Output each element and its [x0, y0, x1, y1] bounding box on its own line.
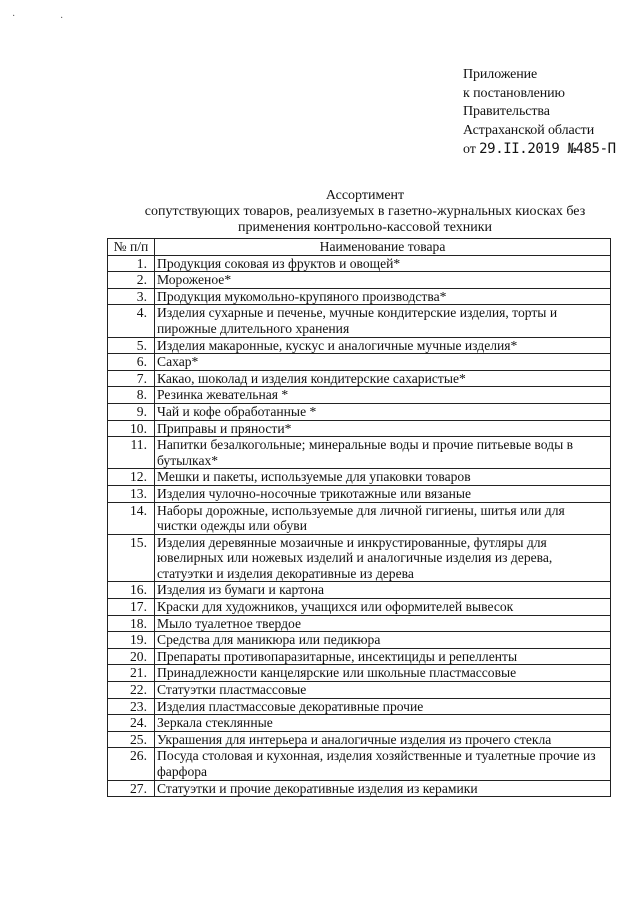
header-number: № п/п — [108, 239, 155, 256]
scan-speck: · — [60, 13, 64, 24]
appendix-line: Приложение — [463, 67, 538, 82]
row-number: 15. — [108, 534, 155, 582]
row-name: Средства для маникюра или педикюра — [155, 632, 611, 649]
row-number: 7. — [108, 370, 155, 387]
date-prefix: от — [463, 142, 476, 157]
table-row — [108, 632, 611, 649]
table-row — [108, 748, 611, 780]
appendix-date-line — [463, 140, 616, 160]
row-number: 25. — [108, 731, 155, 748]
scan-speck: · — [12, 11, 16, 22]
table-row — [108, 502, 611, 534]
table-row — [108, 420, 611, 437]
appendix-line: Правительства — [463, 104, 550, 119]
row-number: 3. — [108, 288, 155, 305]
table-row — [108, 682, 611, 699]
row-number: 12. — [108, 469, 155, 486]
table-row — [108, 403, 611, 420]
table-row — [108, 648, 611, 665]
row-number: 21. — [108, 665, 155, 682]
row-number: 17. — [108, 599, 155, 616]
row-number: 19. — [108, 632, 155, 649]
table-row — [108, 272, 611, 289]
table-row — [108, 337, 611, 354]
row-number: 18. — [108, 615, 155, 632]
row-name: Продукция соковая из фруктов и овощей* — [155, 255, 611, 272]
title-line: сопутствующих товаров, реализуемых в газетно-журнальных киосках без — [144, 204, 586, 219]
row-name: Изделия макаронные, кускус и аналогичные мучные изделия* — [155, 337, 611, 354]
row-number: 14. — [108, 502, 155, 534]
row-number: 10. — [108, 420, 155, 437]
document-title — [100, 188, 630, 236]
table-row — [108, 615, 611, 632]
table-row — [108, 469, 611, 486]
row-number: 8. — [108, 387, 155, 404]
table-row — [108, 534, 611, 582]
row-name: Зеркала стеклянные — [155, 715, 611, 732]
table-row — [108, 255, 611, 272]
table-row — [108, 370, 611, 387]
row-name: Статуэтки пластмассовые — [155, 682, 611, 699]
table-row — [108, 715, 611, 732]
header-name: Наименование товара — [155, 239, 611, 256]
table-row — [108, 437, 611, 469]
row-name: Изделия чулочно-носочные трикотажные или вязаные — [155, 485, 611, 502]
row-name: Украшения для интерьера и аналогичные изделия из прочего стекла — [155, 731, 611, 748]
row-number: 26. — [108, 748, 155, 780]
table-row — [108, 780, 611, 797]
row-name: Мешки и пакеты, используемые для упаковки товаров — [155, 469, 611, 486]
row-name: Изделия из бумаги и картона — [155, 582, 611, 599]
row-number: 4. — [108, 305, 155, 337]
table-row — [108, 485, 611, 502]
row-number: 16. — [108, 582, 155, 599]
row-number: 9. — [108, 403, 155, 420]
row-number: 6. — [108, 354, 155, 371]
row-name: Изделия пластмассовые декоративные прочие — [155, 698, 611, 715]
table-row — [108, 387, 611, 404]
row-name: Продукция мукомольно-крупяного производства* — [155, 288, 611, 305]
row-number: 11. — [108, 437, 155, 469]
row-name: Препараты противопаразитарные, инсектициды и репелленты — [155, 648, 611, 665]
row-name: Сахар* — [155, 354, 611, 371]
table-row — [108, 305, 611, 337]
row-name: Изделия деревянные мозаичные и инкрустированные, футляры для ювелирных или ножевых изделий и аналогичные изделия из дерева, статуэтки и изделия декоративные из дерева — [155, 534, 611, 582]
row-name: Мороженое* — [155, 272, 611, 289]
row-name: Посуда столовая и кухонная, изделия хозяйственные и туалетные прочие из фарфора — [155, 748, 611, 780]
row-name: Напитки безалкогольные; минеральные воды и прочие питьевые воды в бутылках* — [155, 437, 611, 469]
row-number: 20. — [108, 648, 155, 665]
table-row — [108, 354, 611, 371]
row-name: Принадлежности канцелярские или школьные пластмассовые — [155, 665, 611, 682]
table-row — [108, 731, 611, 748]
appendix-line: к постановлению — [463, 85, 565, 101]
row-number: 22. — [108, 682, 155, 699]
appendix-block — [463, 66, 616, 160]
table-row — [108, 288, 611, 305]
row-name: Какао, шоколад и изделия кондитерские сахаристые* — [155, 370, 611, 387]
appendix-line: Астраханской области — [463, 122, 595, 138]
table-row — [108, 599, 611, 616]
title-line: Ассортимент — [325, 188, 405, 203]
row-name: Приправы и пряности* — [155, 420, 611, 437]
row-number: 24. — [108, 715, 155, 732]
row-number: 27. — [108, 780, 155, 797]
row-number: 23. — [108, 698, 155, 715]
row-name: Чай и кофе обработанные * — [155, 403, 611, 420]
goods-table — [107, 238, 611, 797]
row-name: Краски для художников, учащихся или оформителей вывесок — [155, 599, 611, 616]
table-row — [108, 665, 611, 682]
row-name: Изделия сухарные и печенье, мучные кондитерские изделия, торты и пирожные длительного хранения — [155, 305, 611, 337]
row-name: Мыло туалетное твердое — [155, 615, 611, 632]
table-header-row — [108, 239, 611, 256]
row-name: Статуэтки и прочие декоративные изделия из керамики — [155, 780, 611, 797]
row-name: Резинка жевательная * — [155, 387, 611, 404]
row-number: 5. — [108, 337, 155, 354]
title-line: применения контрольно-кассовой техники — [237, 220, 493, 235]
row-number: 13. — [108, 485, 155, 502]
row-number: 2. — [108, 272, 155, 289]
date-number: 29.II.2019 №485-П — [479, 141, 616, 157]
table-row — [108, 582, 611, 599]
row-name: Наборы дорожные, используемые для личной гигиены, шитья или для чистки одежды или обуви — [155, 502, 611, 534]
row-number: 1. — [108, 255, 155, 272]
table-row — [108, 698, 611, 715]
